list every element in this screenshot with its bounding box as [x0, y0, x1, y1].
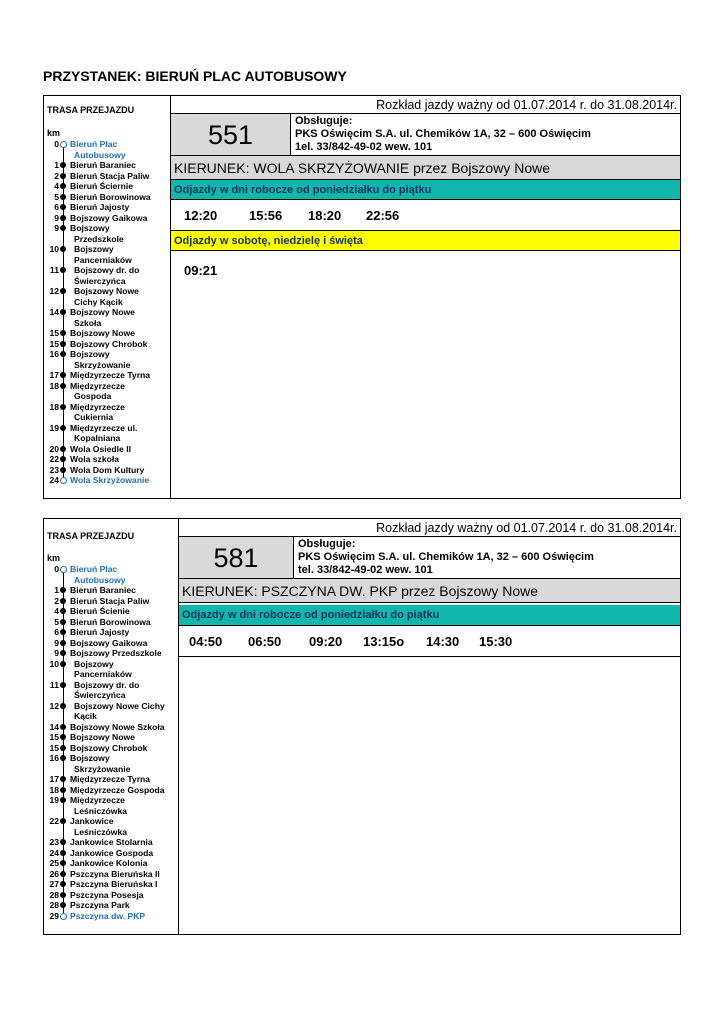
- stop-km: 19: [49, 422, 59, 433]
- route-stop: [44, 286, 170, 297]
- stop-km: 20: [49, 443, 59, 454]
- stop-name: Międzyrzecze: [70, 795, 125, 805]
- km-label: km: [47, 553, 61, 563]
- stop-name: Pszczyna Bieruńska I: [70, 879, 158, 889]
- stop-km: 12: [49, 700, 59, 711]
- operator-phone: 1el. 33/842-49-02 wew. 101: [295, 141, 433, 153]
- stop-name: Bieruń Ściernie: [70, 181, 134, 191]
- stop-dot-icon: [60, 183, 66, 189]
- stop-name: Bieruń Jajosty: [70, 627, 130, 637]
- stop-km: 12: [49, 286, 59, 296]
- stop-name: Jankowice Stolarnia: [70, 837, 153, 847]
- operator-name: PKS Oświęcim S.A. ul. Chemików 1A, 32 – 600 Oświęcim: [295, 128, 591, 140]
- stop-dot-icon: [60, 839, 66, 845]
- stop-km: 18: [49, 401, 59, 412]
- stop-name: Cukiernia: [74, 412, 114, 422]
- route-stop: [44, 360, 170, 371]
- weekday-times: [179, 626, 680, 657]
- stop-name: Pszczyna Park: [70, 900, 130, 910]
- stop-dot-icon: [60, 404, 66, 410]
- stop-name: Bojszowy Chrobok: [70, 338, 148, 349]
- route-column: [44, 96, 171, 498]
- departure-time: 09:21: [184, 263, 218, 278]
- stop-name: Bojszowy Gaikowa: [70, 637, 148, 648]
- stop-dot-icon: [60, 425, 66, 431]
- route-stop: [44, 265, 170, 276]
- stop-name: Bojszowy dr. do: [74, 679, 140, 690]
- stop-name: Bieruń Stacja Paliw: [70, 170, 150, 181]
- stop-dot-icon: [60, 629, 66, 635]
- stop-name: Kącik: [74, 711, 97, 721]
- stop-name: Międzyrzecze Tyrna: [70, 774, 151, 784]
- stop-name: Jankowice: [70, 816, 114, 826]
- route-stop: [44, 318, 170, 329]
- route-stop: [44, 585, 178, 596]
- stop-name: Przedszkole: [74, 233, 124, 244]
- stop-name: Świerczyńca: [74, 690, 126, 700]
- stop-dot-icon: [60, 467, 66, 473]
- route-stop: [44, 391, 170, 402]
- stop-km: 23: [49, 464, 59, 475]
- stop-dot-icon: [60, 341, 66, 347]
- route-stop: [44, 669, 178, 680]
- route-stop: [44, 911, 178, 922]
- route-stop: [44, 879, 178, 890]
- stop-km: 6: [54, 627, 59, 637]
- operator-phone: tel. 33/842-49-02 wew. 101: [298, 564, 433, 576]
- stop-dot-icon: [60, 902, 66, 908]
- route-stop: [44, 575, 178, 586]
- stop-name: Bojszowy: [70, 753, 110, 763]
- route-stop: [44, 900, 178, 911]
- route-stop: [44, 181, 170, 192]
- route-stop: [44, 328, 170, 339]
- route-stop: [44, 701, 178, 712]
- route-stop: [44, 722, 178, 733]
- direction-title: KIERUNEK: WOLA SKRZYŻOWANIE przez Bojszowy Nowe: [171, 156, 680, 180]
- stop-dot-icon: [60, 204, 66, 210]
- route-stop: [44, 564, 178, 575]
- stop-km: 18: [49, 784, 59, 795]
- stop-km: 24: [49, 475, 59, 485]
- stop-dot-icon: [60, 640, 66, 646]
- stop-km: 2: [54, 170, 59, 181]
- stop-dot-icon: [60, 194, 66, 200]
- route-stop: [44, 659, 178, 670]
- route-stop: [44, 192, 170, 203]
- stop-name: Bojszowy: [74, 244, 114, 254]
- stop-name: Wola Dom Kultury: [70, 464, 145, 475]
- stop-name: Bojszowy Nowe: [70, 732, 135, 742]
- stop-km: 10: [49, 658, 59, 669]
- route-stop: [44, 690, 178, 701]
- stop-km: 14: [49, 721, 59, 732]
- departure-time: 15:56: [249, 208, 283, 223]
- route-stop: [44, 816, 178, 827]
- stop-km: 11: [49, 679, 59, 690]
- stop-km: 29: [49, 910, 59, 921]
- stop-name: Pszczyna Posesja: [70, 889, 144, 900]
- stop-name: Leśniczówka: [74, 805, 128, 816]
- stop-name: Bieruń Jajosty: [70, 202, 130, 212]
- stop-km: 4: [54, 606, 59, 616]
- stop-km: 6: [54, 202, 59, 212]
- stop-name: Bojszowy: [70, 349, 110, 359]
- weekday-label: Odjazdy w dni robocze od poniedziałku do piątku: [171, 180, 680, 200]
- route-stop: [44, 806, 178, 817]
- operator-info: [294, 537, 680, 579]
- stop-name: Cichy Kącik: [74, 296, 123, 307]
- stop-name: Międzyrzecze: [70, 380, 125, 391]
- stop-dot-icon: [60, 456, 66, 462]
- km-label: km: [47, 128, 61, 138]
- stop-dot-icon: [60, 776, 66, 782]
- route-stop: [44, 890, 178, 901]
- stop-name: Bieruń Baraniec: [70, 160, 136, 170]
- stop-name: Pancerniaków: [74, 254, 132, 265]
- stop-dot-icon: [60, 913, 67, 920]
- stop-dot-icon: [60, 881, 66, 887]
- stop-dot-icon: [60, 566, 67, 573]
- stop-dot-icon: [60, 871, 66, 877]
- departure-time: 13:15o: [363, 634, 405, 649]
- page-title: PRZYSTANEK: BIERUŃ PLAC AUTOBUSOWY: [43, 68, 347, 84]
- stop-km: 15: [49, 742, 59, 753]
- stop-dot-icon: [60, 309, 66, 315]
- stop-km: 25: [49, 858, 59, 868]
- route-stop: [44, 475, 170, 486]
- stop-name: Bieruń Borowinowa: [70, 191, 151, 202]
- stop-km: 17: [49, 370, 59, 380]
- weekend-times: [171, 255, 680, 286]
- stop-name: Bieruń Plac: [70, 564, 118, 574]
- stop-name: Bojszowy Nowe: [70, 307, 135, 317]
- stop-name: Jankowice Gospoda: [70, 847, 154, 858]
- validity-text: Rozkład jazdy ważny od 01.07.2014 r. do 31.08.2014r.: [171, 96, 680, 114]
- departure-time: 12:20: [184, 208, 218, 223]
- route-stop: [44, 297, 170, 308]
- stop-km: 1: [54, 585, 59, 595]
- route-stop: [44, 711, 178, 722]
- stop-name: Bojszowy Nowe: [74, 286, 139, 296]
- stop-km: 2: [54, 595, 59, 606]
- stop-dot-icon: [60, 141, 67, 148]
- route-stop: [44, 596, 178, 607]
- route-stop: [44, 743, 178, 754]
- route-stop: [44, 606, 178, 617]
- route-stop: [44, 234, 170, 245]
- stop-km: 26: [49, 868, 59, 879]
- timetable-551: [43, 95, 681, 499]
- route-stop: [44, 150, 170, 161]
- stop-dot-icon: [60, 372, 66, 378]
- stop-dot-icon: [60, 797, 66, 803]
- stop-name: Międzyrzecze Gospoda: [70, 784, 165, 795]
- route-stop: [44, 444, 170, 455]
- stop-dot-icon: [60, 351, 66, 357]
- route-stop: [44, 858, 178, 869]
- route-stop: [44, 349, 170, 360]
- stop-name: Gospoda: [74, 391, 112, 401]
- departure-time: 04:50: [189, 634, 223, 649]
- stop-name: Bojszowy Chrobok: [70, 742, 148, 753]
- route-stop: [44, 412, 170, 423]
- route-stop: [44, 244, 170, 255]
- stop-dot-icon: [60, 383, 66, 389]
- stop-name: Bojszowy: [70, 223, 110, 233]
- stop-name: Leśniczówka: [74, 826, 128, 837]
- stop-km: 16: [49, 349, 59, 359]
- route-stop: [44, 307, 170, 318]
- operator-label: Obsługuje:: [298, 538, 356, 550]
- departure-time: 14:30: [426, 634, 460, 649]
- stop-name: Skrzyżowanie: [74, 359, 131, 370]
- stop-name: Bojszowy: [74, 658, 114, 669]
- stop-km: 28: [49, 900, 59, 910]
- stop-name: Bojszowy Nowe: [70, 328, 135, 338]
- stop-km: 15: [49, 732, 59, 742]
- route-stop: [44, 638, 178, 649]
- route-label: TRASA PRZEJAZDU: [47, 531, 135, 541]
- stop-dot-icon: [60, 850, 66, 856]
- operator-label: Obsługuje:: [295, 115, 353, 127]
- stop-dot-icon: [60, 745, 66, 751]
- line-number: 581: [179, 537, 294, 579]
- stop-dot-icon: [60, 246, 66, 252]
- route-stop: [44, 465, 170, 476]
- route-stop: [44, 753, 178, 764]
- timetable-581: [43, 518, 681, 935]
- schedule-column: [179, 519, 680, 934]
- stop-name: Bieruń Borowinowa: [70, 616, 151, 627]
- stop-dot-icon: [60, 608, 66, 614]
- stop-km: 15: [49, 338, 59, 349]
- route-column: [44, 519, 179, 934]
- stop-dot-icon: [60, 288, 66, 294]
- stop-km: 23: [49, 837, 59, 847]
- route-label: TRASA PRZEJAZDU: [47, 105, 135, 115]
- validity-text: Rozkład jazdy ważny od 01.07.2014 r. do 31.08.2014r.: [179, 519, 680, 537]
- stop-km: 17: [49, 774, 59, 784]
- weekday-label: Odjazdy w dni robocze od poniedziałku do piątku: [179, 605, 680, 626]
- route-stop: [44, 732, 178, 743]
- stop-km: 0: [54, 139, 59, 149]
- route-stop: [44, 795, 178, 806]
- stop-name: Bieruń Ścienie: [70, 606, 130, 616]
- route-stop: [44, 213, 170, 224]
- route-stop: [44, 785, 178, 796]
- line-number: 551: [171, 114, 291, 156]
- route-stop: [44, 276, 170, 287]
- stop-name: Skrzyżowanie: [74, 763, 131, 774]
- stop-name: Międzyrzecze ul.: [70, 422, 138, 433]
- stop-km: 22: [49, 454, 59, 464]
- route-stop: [44, 402, 170, 413]
- stop-name: Międzyrzecze: [70, 401, 125, 412]
- stop-km: 19: [49, 795, 59, 805]
- stop-km: 4: [54, 181, 59, 191]
- stop-km: 16: [49, 753, 59, 763]
- departure-time: 09:20: [309, 634, 343, 649]
- stop-name: Kopalniana: [74, 433, 121, 443]
- route-stop: [44, 370, 170, 381]
- route-stop: [44, 764, 178, 775]
- stop-name: Autobusowy: [74, 574, 126, 585]
- stop-dot-icon: [60, 225, 66, 231]
- stop-list: [44, 139, 170, 486]
- route-stop: [44, 202, 170, 213]
- route-stop: [44, 433, 170, 444]
- stop-dot-icon: [60, 598, 66, 604]
- stop-name: Bojszowy Nowe Szkoła: [70, 721, 165, 732]
- operator-name: PKS Oświęcim S.A. ul. Chemików 1A, 32 – 600 Oświęcim: [298, 551, 594, 563]
- stop-dot-icon: [60, 619, 66, 625]
- direction-title: KIERUNEK: PSZCZYNA DW. PKP przez Bojszowy Nowe: [179, 579, 680, 603]
- stop-dot-icon: [60, 661, 66, 667]
- stop-name: Bojszowy Nowe Cichy: [74, 700, 165, 711]
- stop-km: 9: [54, 648, 59, 658]
- departure-time: 06:50: [248, 634, 282, 649]
- stop-name: Wola Skrzyżowanie: [70, 475, 150, 485]
- route-stop: [44, 423, 170, 434]
- stop-dot-icon: [60, 892, 66, 898]
- stop-dot-icon: [60, 215, 66, 221]
- route-stop: [44, 139, 170, 150]
- stop-name: Bieruń Baraniec: [70, 585, 136, 595]
- stop-km: 1: [54, 160, 59, 170]
- route-stop: [44, 680, 178, 691]
- stop-km: 27: [49, 879, 59, 889]
- stop-list: [44, 564, 178, 921]
- stop-name: Jankowice Kolonia: [70, 858, 148, 868]
- stop-km: 18: [49, 380, 59, 391]
- stop-km: 28: [49, 889, 59, 900]
- stop-km: 0: [54, 564, 59, 574]
- stop-name: Bojszowy Przedszkole: [70, 648, 162, 658]
- stop-km: 9: [54, 637, 59, 648]
- route-stop: [44, 837, 178, 848]
- stop-dot-icon: [60, 162, 66, 168]
- route-stop: [44, 255, 170, 266]
- stop-km: 24: [49, 847, 59, 858]
- stop-km: 9: [54, 223, 59, 233]
- stop-dot-icon: [60, 173, 66, 179]
- stop-dot-icon: [60, 267, 66, 273]
- stop-dot-icon: [60, 755, 66, 761]
- route-stop: [44, 648, 178, 659]
- route-stop: [44, 381, 170, 392]
- stop-name: Międzyrzecze Tyrna: [70, 370, 151, 380]
- stop-km: 5: [54, 191, 59, 202]
- departure-time: 18:20: [308, 208, 342, 223]
- stop-dot-icon: [60, 818, 66, 824]
- stop-name: Bojszowy dr. do: [74, 265, 140, 275]
- departure-time: 22:56: [366, 208, 400, 223]
- stop-dot-icon: [60, 787, 66, 793]
- route-stop: [44, 339, 170, 350]
- stop-km: 14: [49, 307, 59, 317]
- stop-dot-icon: [60, 860, 66, 866]
- stop-dot-icon: [60, 330, 66, 336]
- stop-km: 10: [49, 244, 59, 254]
- route-stop: [44, 848, 178, 859]
- stop-km: 9: [54, 212, 59, 223]
- route-stop: [44, 627, 178, 638]
- route-stop: [44, 171, 170, 182]
- stop-name: Bojszowy Gaikowa: [70, 212, 148, 223]
- stop-name: Szkoła: [74, 317, 102, 328]
- stop-name: Autobusowy: [74, 149, 126, 160]
- stop-dot-icon: [60, 703, 66, 709]
- stop-km: 15: [49, 328, 59, 338]
- stop-name: Bieruń Stacja Paliw: [70, 595, 150, 606]
- schedule-column: [171, 96, 680, 498]
- stop-km: 11: [49, 265, 59, 275]
- route-stop: [44, 454, 170, 465]
- route-stop: [44, 774, 178, 785]
- stop-name: Pszczyna Bieruńska II: [70, 868, 160, 879]
- stop-dot-icon: [60, 587, 66, 593]
- route-stop: [44, 869, 178, 880]
- stop-dot-icon: [60, 734, 66, 740]
- stop-dot-icon: [60, 650, 66, 656]
- stop-name: Wola Osiedle II: [70, 443, 131, 454]
- stop-dot-icon: [60, 446, 66, 452]
- stop-km: 5: [54, 616, 59, 627]
- route-stop: [44, 223, 170, 234]
- stop-name: Wola szkoła: [70, 454, 120, 464]
- stop-dot-icon: [60, 724, 66, 730]
- stop-name: Pancerniaków: [74, 669, 132, 679]
- stop-km: 22: [49, 816, 59, 826]
- route-stop: [44, 617, 178, 628]
- departure-time: 15:30: [479, 634, 513, 649]
- route-stop: [44, 160, 170, 171]
- stop-name: Bieruń Plac: [70, 139, 118, 149]
- operator-info: [291, 114, 680, 156]
- stop-dot-icon: [60, 477, 67, 484]
- weekday-times: [171, 200, 680, 231]
- weekend-label: Odjazdy w sobotę, niedzielę i święta: [171, 231, 680, 251]
- stop-name: Świerczyńca: [74, 275, 126, 286]
- stop-dot-icon: [60, 682, 66, 688]
- route-stop: [44, 827, 178, 838]
- stop-name: Pszczyna dw. PKP: [70, 910, 146, 921]
